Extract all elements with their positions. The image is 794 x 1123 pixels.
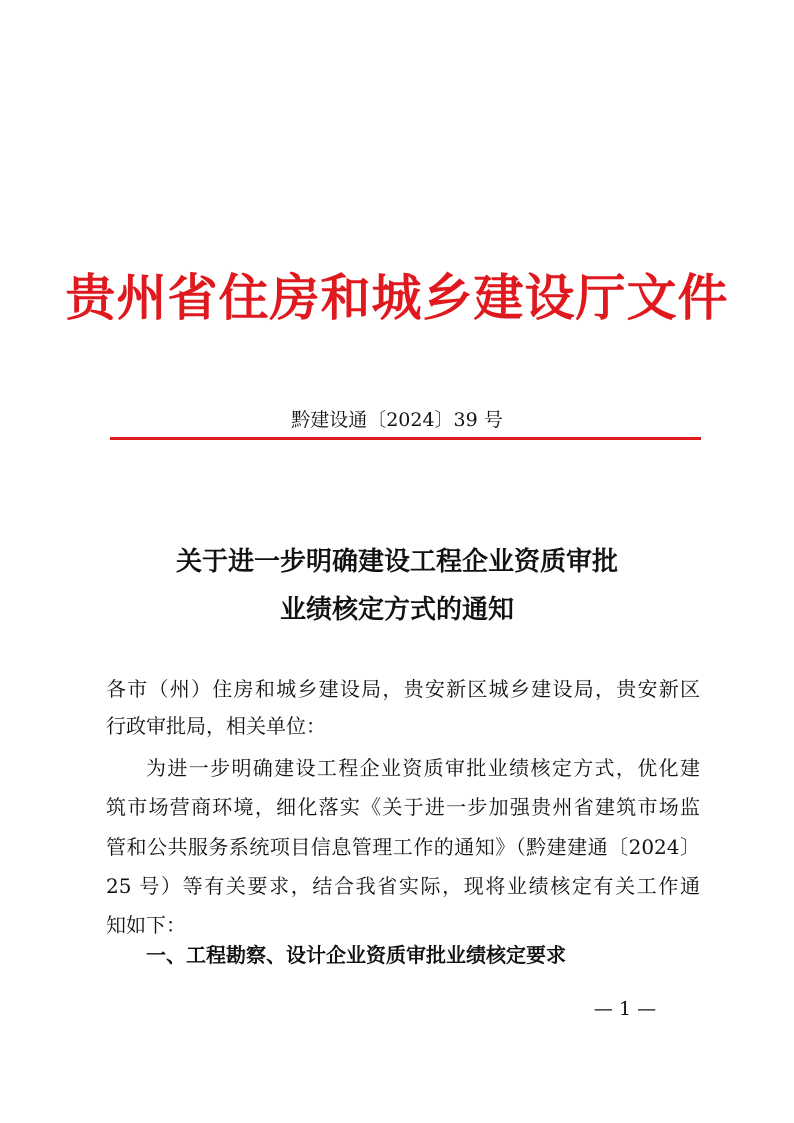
body-line-para-1: 为进一步明确建设工程企业资质审批业绩核定方式，优化建 [146, 756, 700, 780]
page-number: — 1 — [593, 998, 657, 1020]
red-separator-line [110, 437, 701, 440]
document-number: 黔建设通〔2024〕39 号 [291, 409, 503, 431]
body-line-para-2: 筑市场营商环境，细化落实《关于进一步加强贵州省建筑市场监 [106, 795, 700, 819]
notice-title-line-1: 关于进一步明确建设工程企业资质审批 [175, 547, 618, 577]
section-heading-1: 一、工程勘察、设计企业资质审批业绩核定要求 [146, 943, 566, 967]
body-line-para-3: 管和公共服务系统项目信息管理工作的通知》（黔建建通〔2024〕 [106, 835, 700, 859]
notice-title-line-2: 业绩核定方式的通知 [279, 595, 514, 625]
body-line-para-5: 知如下： [106, 913, 186, 937]
body-line-addressees-2: 行政审批局，相关单位： [106, 714, 326, 738]
body-line-para-4: 25 号）等有关要求，结合我省实际，现将业绩核定有关工作通 [106, 874, 700, 898]
body-line-addressees-1: 各市（州）住房和城乡建设局，贵安新区城乡建设局，贵安新区 [106, 677, 700, 701]
issuing-authority-title: 贵州省住房和城乡建设厅文件 [65, 268, 729, 327]
